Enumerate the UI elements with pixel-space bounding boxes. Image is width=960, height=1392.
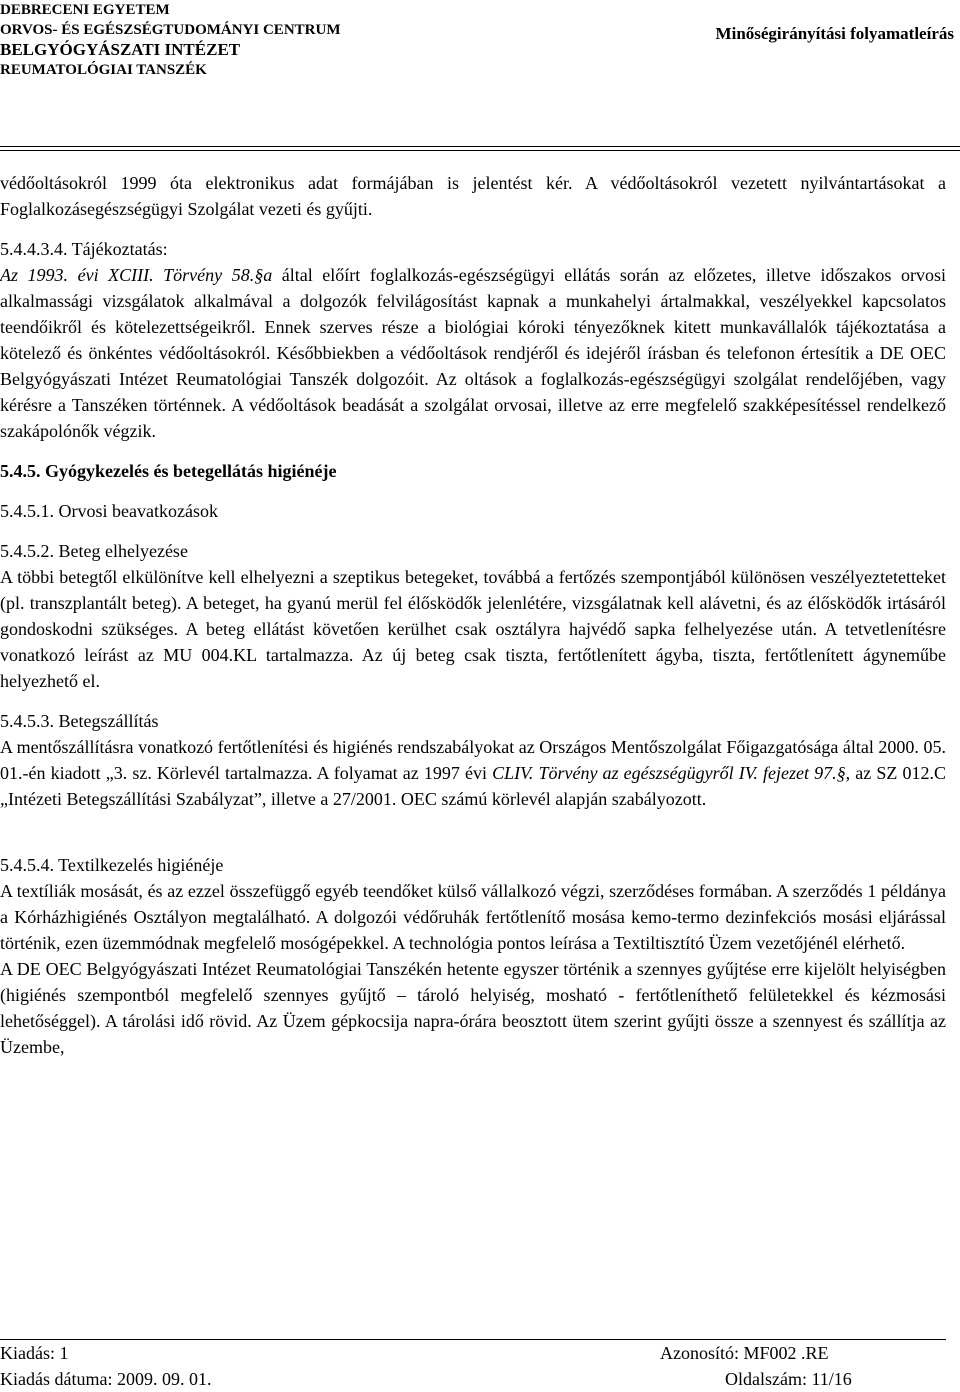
section-5-4-5-heading: 5.4.5. Gyógykezelés és betegellátás higiénéje: [0, 461, 337, 481]
section-5-4-5-3-heading: 5.4.5.3. Betegszállítás: [0, 711, 159, 731]
document-body: [0, 170, 946, 1060]
header-university: DEBRECENI EGYETEM: [0, 2, 170, 18]
paragraph-vaccination-reporting: védőoltásokról 1999 óta elektronikus adat formájában is jelentést kér. A védőoltásokról vezetett nyilvántartásokat a Foglalkozásegészségügyi Szolgálat vezeti és gyűjti.: [0, 173, 946, 219]
section-5-4-4-3-4-heading: 5.4.4.3.4. Tájékoztatás:: [0, 239, 168, 259]
paragraph-patient-placement: A többi betegtől elkülönítve kell elhelyezni a szeptikus betegeket, továbbá a fertőzés szempontjából különösen veszélyeztetetteket (pl. transzplantált beteg). A beteget, ha gyanú merül fel élősködők jelenlétére, vizsgálatnak kell alávetni, és az élősködők irtásáról gondoskodni szükséges. A beteg ellátást követően kerülhet csak osztályra hajvédő sapka felhelyezése után. A tetvetlenítésre vonatkozó leírást az MU 004.KL tartalmazza. Az új beteg csak tiszta, fertőtlenített ágyba, tiszta, fertőtlenített ágyneműbe helyezhető el.: [0, 567, 946, 691]
paragraph-patient-transport: A mentőszállításra vonatkozó fertőtlenítési és higiénés rendszabályokat az Országos Mentőszolgálat Főigazgatósága által 2000. 05. 01.-én kiadott „3. sz. Körlevél tartalmazza. A folyamat az 1997 évi CLIV. Törvény az egészségügyről IV. fejezet 97.§, az SZ 012.C „Intézeti Betegszállítási Szabályzat”, illetve a 27/2001. OEC számú körlevél alapján szabályozott.: [0, 737, 947, 809]
law-reference-cliv: CLIV. Törvény az egészségügyről IV. fejezet 97.§: [492, 763, 846, 783]
section-5-4-5-1-heading: 5.4.5.1. Orvosi beavatkozások: [0, 501, 218, 521]
header-institution: [0, 0, 540, 80]
header-doc-type: Minőségirányítási folyamatleírás: [715, 24, 954, 43]
paragraph-information: [0, 262, 946, 444]
footer-date: Kiadás dátuma: 2009. 09. 01.: [0, 1369, 212, 1389]
paragraph-textile-handling: A textíliák mosását, és az ezzel összefüggő egyéb teendőket külső vállalkozó végzi, szerződéses formában. A szerződés 1 példánya a Kórházhigiénés Osztályon megtalálható. A dolgozói védőruhák fertőtlenítő mosása kemo-termo dezinfekciós mosási eljárással történik, ezen üzemmódnak megfelelő mosógépekkel. A technológia pontos leírása a Textiltisztító Üzem vezetőjénél elérhető.: [0, 881, 946, 953]
header-rule: [0, 146, 960, 147]
header-center: ORVOS- ÉS EGÉSZSÉGTUDOMÁNYI CENTRUM: [0, 22, 341, 38]
footer-identifier: Azonosító: MF002 .RE: [660, 1343, 829, 1363]
header-institute: BELGYÓGYÁSZATI INTÉZET: [0, 40, 241, 59]
section-5-4-5-2-heading: 5.4.5.2. Beteg elhelyezése: [0, 541, 188, 561]
section-5-4-5-4-heading: 5.4.5.4. Textilkezelés higiénéje: [0, 855, 224, 875]
footer-page-number: Oldalszám: 11/16: [725, 1369, 852, 1389]
law-reference: Az 1993. évi XCIII. Törvény 58.§a: [0, 265, 273, 285]
paragraph-information-text: által előírt foglalkozás-egészségügyi ellátás során az előzetes, illetve időszakos orvosi alkalmassági vizsgálatok alkalmával a dolgozók felvilágosítást kapnak a munkahelyi ártalmakkal, veszélyekkel kapcsolatos teendőikről és kötelezettségeikről. Ennek szerves része a biológiai kóroki tényezőknek kitett munkavállalók tájékoztatása a kötelező és önkéntes védőoltásokról. Későbbiekben a védőoltások rendjéről és idejéről írásban és telefonon értesítik a DE OEC Belgyógyászati Intézet Reumatológiai Tanszék dolgozóit. Az oltások a foglalkozás-egészségügyi szolgálat rendelőjében, vagy kérésre a Tanszéken történnek. A védőoltások beadását a szolgálat orvosai, illetve az erre megfelelő szakképesítéssel rendelkező szakápolónők végzik.: [0, 265, 946, 441]
header-rule-double: [0, 150, 960, 151]
footer-edition: Kiadás: 1: [0, 1343, 69, 1363]
paragraph-laundry-collection: A DE OEC Belgyógyászati Intézet Reumatológiai Tanszékén hetente egyszer történik a szennyes gyűjtése erre kijelölt helyiségben (higiénés szempontból megfelelő szennyes gyűjtő – tároló helyiség, mosható - fertőtleníthető felületekkel és kézmosási lehetőséggel). A tárolási idő rövid. Az Üzem gépkocsija napra-órára beosztott ütem szerint gyűjti össze a szennyest és szállítja az Üzembe,: [0, 959, 946, 1057]
header-department: REUMATOLÓGIAI TANSZÉK: [0, 62, 207, 78]
